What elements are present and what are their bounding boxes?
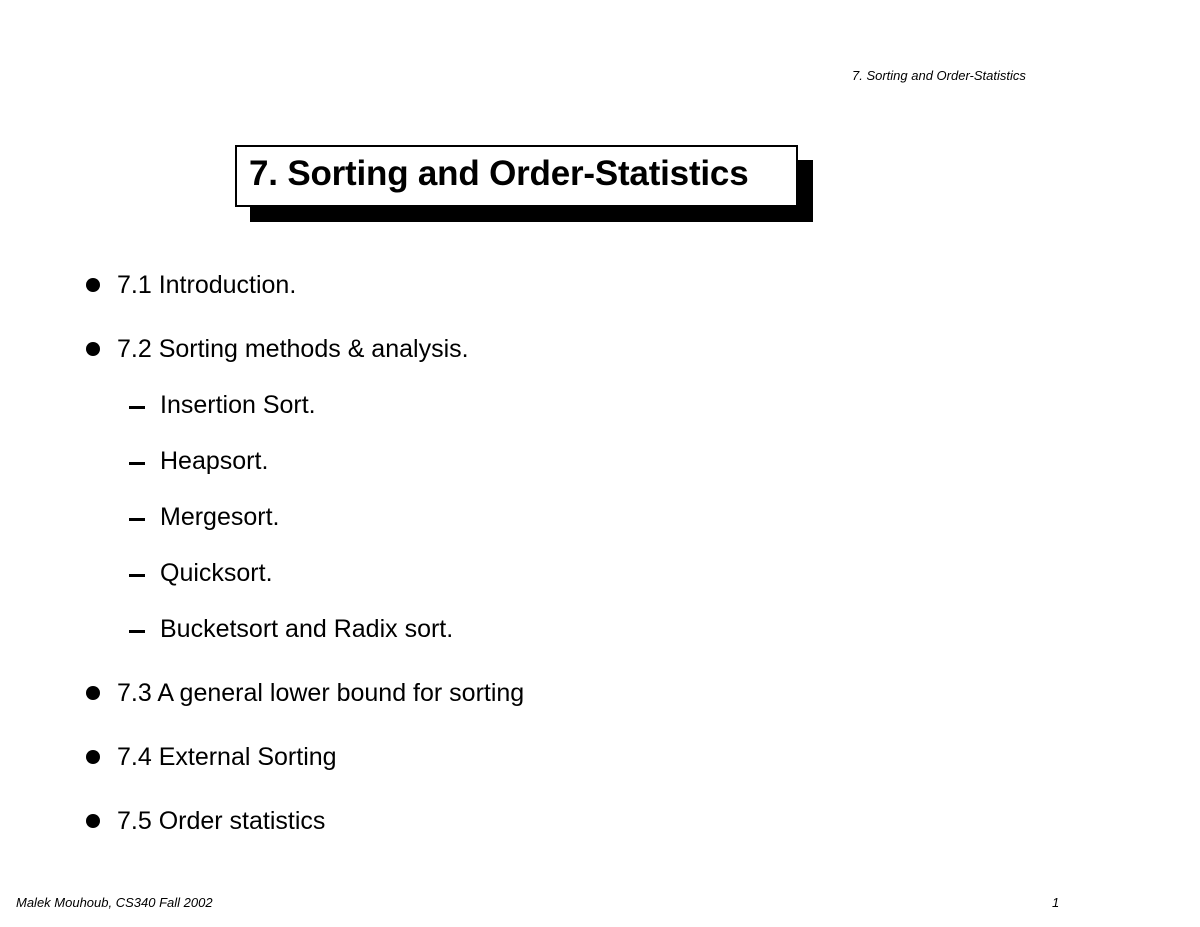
bullet-icon <box>86 278 100 292</box>
outline-item-7-5: 7.5 Order statistics <box>117 807 326 835</box>
bullet-icon <box>86 342 100 356</box>
dash-icon <box>129 518 145 521</box>
dash-icon <box>129 462 145 465</box>
dash-icon <box>129 574 145 577</box>
footer-page-number: 1 <box>1052 895 1060 910</box>
title-frame <box>235 145 798 207</box>
dash-icon <box>129 406 145 409</box>
outline-item-7-3: 7.3 A general lower bound for sorting <box>117 679 525 707</box>
outline-subitem-mergesort: Mergesort. <box>160 503 280 531</box>
bullet-icon <box>86 750 100 764</box>
bullet-icon <box>86 686 100 700</box>
outline-subitem-bucketsort-radix: Bucketsort and Radix sort. <box>160 615 454 643</box>
outline-item-7-2: 7.2 Sorting methods & analysis. <box>117 335 469 363</box>
outline-subitem-quicksort: Quicksort. <box>160 559 273 587</box>
outline-item-7-1: 7.1 Introduction. <box>117 271 297 299</box>
outline-subitem-heapsort: Heapsort. <box>160 447 269 475</box>
slide-title: 7. Sorting and Order-Statistics <box>249 154 749 193</box>
outline-subitem-insertion-sort: Insertion Sort. <box>160 391 316 419</box>
slide-title-box <box>235 145 798 207</box>
outline-item-7-4: 7.4 External Sorting <box>117 743 337 771</box>
footer-author-course: Malek Mouhoub, CS340 Fall 2002 <box>16 895 213 910</box>
running-header: 7. Sorting and Order-Statistics <box>852 68 1026 83</box>
dash-icon <box>129 630 145 633</box>
bullet-icon <box>86 814 100 828</box>
